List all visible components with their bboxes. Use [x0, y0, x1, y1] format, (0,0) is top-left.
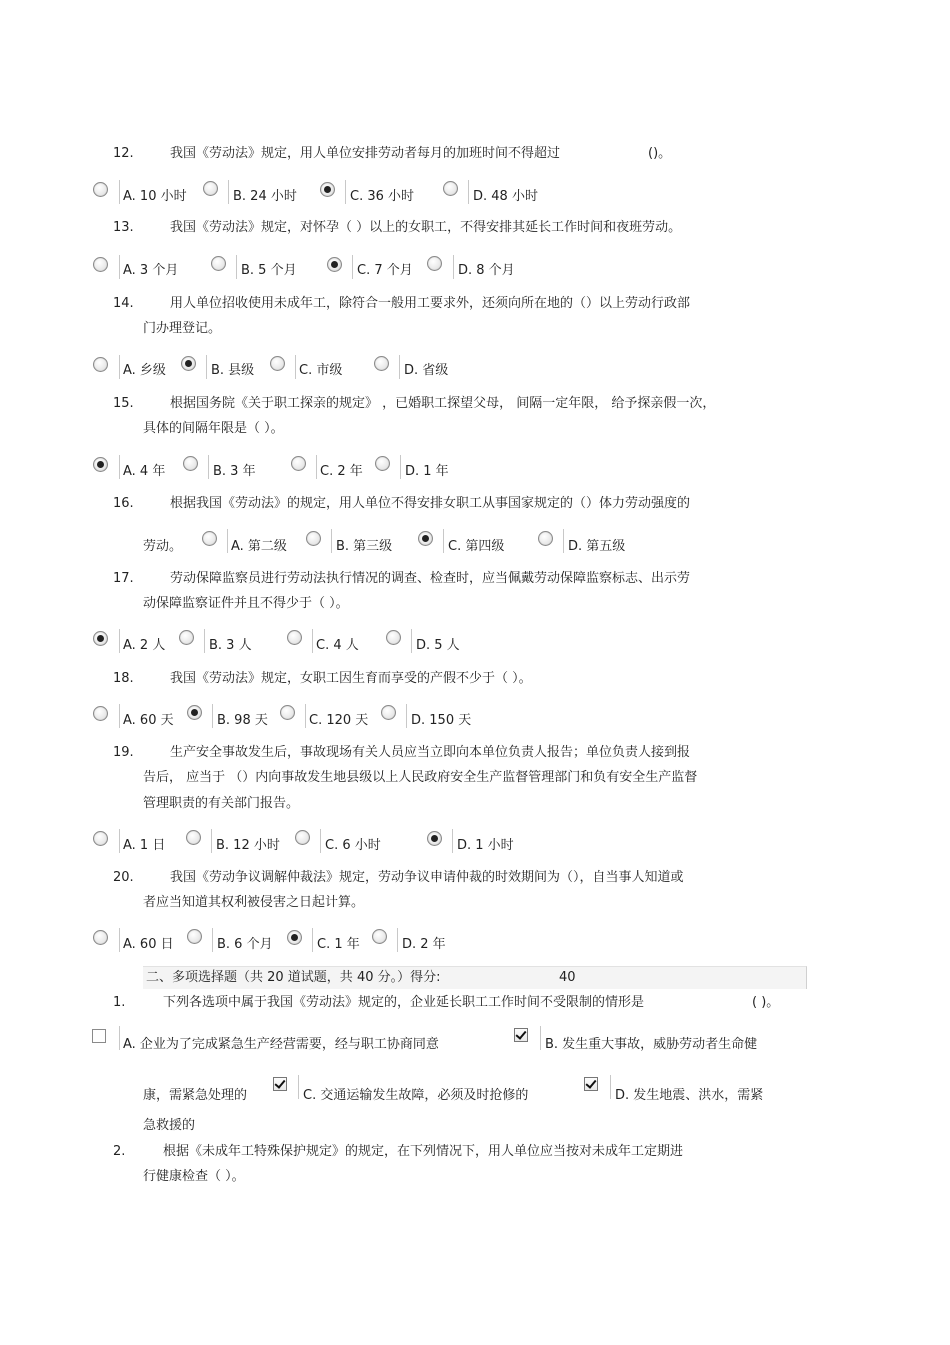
divider	[320, 829, 321, 853]
radio-option-d[interactable]	[443, 181, 458, 196]
radio-option-d[interactable]	[381, 705, 396, 720]
question-number: 15.	[113, 396, 134, 411]
question-text-line2: 劳动。	[143, 539, 183, 554]
divider	[119, 355, 120, 379]
question-text-line3: 管理职责的有关部门报告。	[143, 796, 300, 811]
option-a-label: A. 60 天	[123, 713, 174, 728]
radio-option-c[interactable]	[291, 456, 306, 471]
option-d-label: D. 8 个月	[458, 263, 515, 278]
radio-option-b[interactable]	[187, 929, 202, 944]
divider	[563, 529, 564, 553]
option-b-label-cont: 康，需紧急处理的	[143, 1088, 248, 1103]
divider	[312, 629, 313, 653]
divider	[610, 1075, 611, 1099]
question-text: 我国《劳动法》规定，对怀孕（ ）以上的女职工，不得安排其延长工作时间和夜班劳动。	[170, 220, 682, 235]
divider	[206, 355, 207, 379]
question-text: 根据我国《劳动法》的规定，用人单位不得安排女职工从事国家规定的（）体力劳动强度的	[170, 496, 691, 511]
section-title: 二、多项选择题（共 20 道试题，共 40 分。）得分:	[146, 970, 441, 985]
option-d-label: D. 省级	[404, 363, 449, 378]
option-d-label: D. 1 小时	[457, 838, 514, 853]
question-number: 12.	[113, 146, 134, 161]
divider	[119, 928, 120, 952]
option-b-label: B. 县级	[211, 363, 255, 378]
question-number: 14.	[113, 296, 134, 311]
question-text: 根据《未成年工特殊保护规定》的规定，在下列情况下，用人单位应当按对未成年工定期进	[163, 1144, 684, 1159]
radio-option-a[interactable]	[93, 831, 108, 846]
divider	[352, 255, 353, 279]
radio-option-d[interactable]	[427, 831, 442, 846]
question-text: 根据国务院《关于职工探亲的规定》 ，已婚职工探望父母， 间隔一定年限， 给予探亲假一次，	[170, 396, 716, 411]
option-d-label: D. 5 人	[416, 638, 460, 653]
divider	[399, 355, 400, 379]
divider	[119, 255, 120, 279]
question-number: 20.	[113, 870, 134, 885]
radio-option-a[interactable]	[93, 930, 108, 945]
divider	[119, 455, 120, 479]
section-score: 40	[559, 970, 576, 985]
question-text: 劳动保障监察员进行劳动法执行情况的调查、检查时，应当佩戴劳动保障监察标志、出示劳	[170, 571, 691, 586]
divider	[204, 629, 205, 653]
option-d-label: D. 2 年	[402, 937, 446, 952]
option-d-label: D. 150 天	[411, 713, 472, 728]
divider	[452, 829, 453, 853]
option-a-label: A. 第二级	[231, 539, 287, 554]
divider	[212, 928, 213, 952]
question-number: 16.	[113, 496, 134, 511]
radio-option-b[interactable]	[203, 181, 218, 196]
checkbox-option-c[interactable]	[273, 1077, 287, 1091]
option-a-label: A. 乡级	[123, 363, 166, 378]
radio-option-c[interactable]	[320, 182, 335, 197]
radio-option-c[interactable]	[280, 705, 295, 720]
option-a-label: A. 3 个月	[123, 263, 179, 278]
radio-option-d[interactable]	[386, 630, 401, 645]
option-c-label: C. 市级	[299, 363, 343, 378]
radio-option-b[interactable]	[306, 531, 321, 546]
radio-option-d[interactable]	[372, 929, 387, 944]
option-c-label: C. 1 年	[317, 937, 360, 952]
radio-option-c[interactable]	[270, 356, 285, 371]
checkbox-option-a[interactable]	[92, 1029, 106, 1043]
question-text-line2: 告后， 应当于 （）内向事故发生地县级以上人民政府安全生产监督管理部门和负有安全生产监督	[143, 770, 698, 785]
question-text: 下列各选项中属于我国《劳动法》规定的，企业延长职工工作时间不受限制的情形是	[163, 995, 645, 1010]
divider	[453, 255, 454, 279]
radio-option-b[interactable]	[183, 456, 198, 471]
divider	[331, 529, 332, 553]
divider	[119, 629, 120, 653]
divider	[119, 829, 120, 853]
option-b-label: B. 24 小时	[233, 189, 297, 204]
option-a-label: A. 60 日	[123, 937, 174, 952]
question-text: 用人单位招收使用未成年工，除符合一般用工要求外，还须向所在地的（）以上劳动行政部	[170, 296, 691, 311]
divider	[119, 704, 120, 728]
radio-option-c[interactable]	[287, 630, 302, 645]
question-number: 18.	[113, 671, 134, 686]
divider	[211, 829, 212, 853]
divider	[236, 255, 237, 279]
option-c-label: C. 6 小时	[325, 838, 381, 853]
radio-option-b[interactable]	[181, 356, 196, 371]
divider	[540, 1026, 541, 1050]
divider	[212, 704, 213, 728]
question-number: 1.	[113, 995, 126, 1010]
divider	[406, 704, 407, 728]
divider	[208, 455, 209, 479]
option-b-label: B. 3 人	[209, 638, 252, 653]
option-d-label: D. 1 年	[405, 464, 449, 479]
divider	[228, 180, 229, 204]
option-d-label: D. 第五级	[568, 539, 626, 554]
question-text: 生产安全事故发生后，事故现场有关人员应当立即向本单位负责人报告；单位负责人接到报	[170, 745, 691, 760]
option-b-label: B. 发生重大事故，威胁劳动者生命健	[545, 1037, 758, 1052]
divider	[227, 529, 228, 553]
question-number: 2.	[113, 1144, 126, 1159]
question-text-line2: 门办理登记。	[143, 321, 222, 336]
checkbox-option-d[interactable]	[584, 1077, 598, 1091]
divider	[119, 1026, 120, 1050]
option-a-label: A. 企业为了完成紧急生产经营需要，经与职工协商同意	[123, 1037, 439, 1052]
radio-option-d[interactable]	[375, 456, 390, 471]
divider	[298, 1075, 299, 1099]
radio-option-b[interactable]	[186, 830, 201, 845]
option-a-label: A. 10 小时	[123, 189, 187, 204]
radio-option-c[interactable]	[327, 257, 342, 272]
question-text: 我国《劳动法》规定，女职工因生育而享受的产假不少于（ ）。	[170, 671, 532, 686]
question-text-line2: 具体的间隔年限是（ ）。	[143, 421, 284, 436]
question-text: 我国《劳动争议调解仲裁法》规定，劳动争议申请仲裁的时效期间为（），自当事人知道或	[170, 870, 684, 885]
option-a-label: A. 1 日	[123, 838, 166, 853]
option-b-label: B. 6 个月	[217, 937, 273, 952]
option-b-label: B. 第三级	[336, 539, 393, 554]
radio-option-a[interactable]	[93, 706, 108, 721]
radio-option-d[interactable]	[538, 531, 553, 546]
option-c-label: C. 第四级	[448, 539, 505, 554]
option-b-label: B. 12 小时	[216, 838, 280, 853]
option-c-label: C. 36 小时	[350, 189, 415, 204]
radio-option-c[interactable]	[418, 531, 433, 546]
divider	[316, 455, 317, 479]
radio-option-b[interactable]	[179, 630, 194, 645]
option-b-label: B. 98 天	[217, 713, 268, 728]
divider	[295, 355, 296, 379]
section-header-multiple-choice	[143, 966, 807, 989]
option-a-label: A. 2 人	[123, 638, 166, 653]
divider	[468, 180, 469, 204]
radio-option-a[interactable]	[93, 457, 108, 472]
divider	[345, 180, 346, 204]
option-b-label: B. 5 个月	[241, 263, 297, 278]
checkbox-option-b[interactable]	[514, 1028, 528, 1042]
radio-option-d[interactable]	[427, 256, 442, 271]
question-text: 我国《劳动法》规定，用人单位安排劳动者每月的加班时间不得超过	[170, 146, 561, 161]
divider	[411, 629, 412, 653]
radio-option-b[interactable]	[187, 705, 202, 720]
question-text-tail: ()。	[648, 146, 672, 161]
divider	[312, 928, 313, 952]
option-d-label-cont: 急救援的	[143, 1118, 196, 1133]
option-b-label: B. 3 年	[213, 464, 256, 479]
question-number: 17.	[113, 571, 134, 586]
question-number: 19.	[113, 745, 134, 760]
option-c-label: C. 7 个月	[357, 263, 413, 278]
option-d-label: D. 48 小时	[473, 189, 538, 204]
question-text-tail: ( )。	[752, 995, 780, 1010]
question-text-line2: 动保障监察证件并且不得少于（ ）。	[143, 596, 349, 611]
divider	[305, 704, 306, 728]
option-a-label: A. 4 年	[123, 464, 166, 479]
radio-option-c[interactable]	[295, 830, 310, 845]
divider	[397, 928, 398, 952]
option-c-label: C. 120 天	[309, 713, 369, 728]
radio-option-d[interactable]	[374, 356, 389, 371]
radio-option-a[interactable]	[93, 357, 108, 372]
option-d-label: D. 发生地震、洪水，需紧	[615, 1088, 764, 1103]
radio-option-a[interactable]	[93, 257, 108, 272]
option-c-label: C. 交通运输发生故障，必须及时抢修的	[303, 1088, 529, 1103]
radio-option-c[interactable]	[287, 930, 302, 945]
radio-option-a[interactable]	[93, 182, 108, 197]
divider	[443, 529, 444, 553]
option-c-label: C. 2 年	[320, 464, 363, 479]
divider	[119, 180, 120, 204]
question-text-line2: 者应当知道其权利被侵害之日起计算。	[143, 895, 365, 910]
radio-option-a[interactable]	[202, 531, 217, 546]
radio-option-a[interactable]	[93, 631, 108, 646]
question-text-line2: 行健康检查（ ）。	[143, 1169, 245, 1184]
option-c-label: C. 4 人	[316, 638, 359, 653]
radio-option-b[interactable]	[211, 256, 226, 271]
question-number: 13.	[113, 220, 134, 235]
divider	[400, 455, 401, 479]
